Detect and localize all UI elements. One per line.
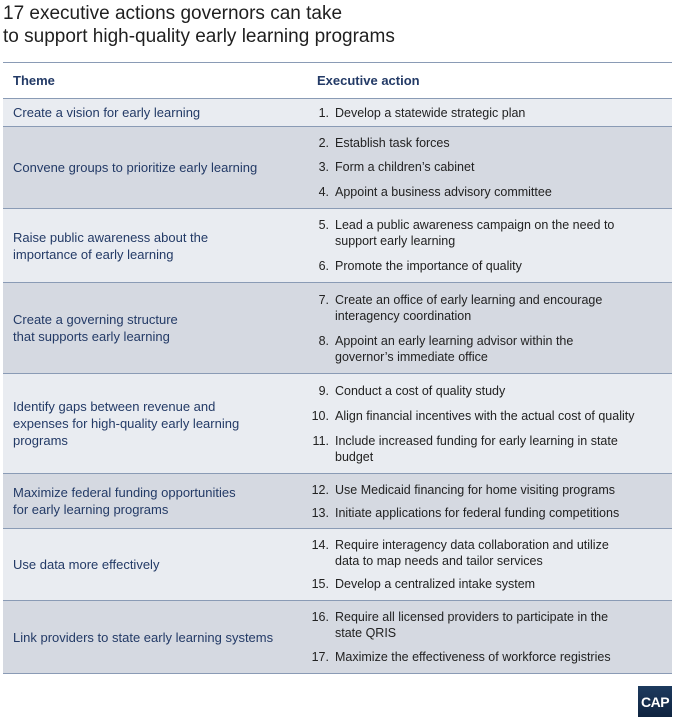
action-item (305, 537, 672, 569)
action-text: Appoint a business advisory committee (335, 184, 552, 199)
action-item (305, 383, 672, 399)
action-item (305, 105, 672, 121)
table-row (3, 99, 672, 127)
action-number: 13. (311, 505, 329, 520)
action-number: 7. (318, 292, 329, 307)
theme-text: Maximize federal funding opportunities for early learning programs (13, 485, 236, 517)
action-cell (305, 283, 672, 373)
action-number: 10. (311, 408, 329, 423)
theme-text: Create a vision for early learning (13, 105, 201, 120)
action-cell (305, 374, 672, 473)
action-cell (305, 601, 672, 673)
action-number: 2. (318, 136, 329, 151)
theme-cell (3, 283, 305, 373)
action-text: Appoint an early learning advisor within the governor’s immediate office (335, 333, 574, 364)
action-cell (305, 209, 672, 282)
action-text: Include increased funding for early learning in state budget (335, 433, 618, 464)
theme-cell (3, 99, 305, 126)
action-item (305, 408, 672, 424)
action-text: Develop a centralized intake system (335, 577, 536, 592)
header-action: Executive action (317, 73, 420, 88)
table-row (3, 601, 672, 674)
action-text: Establish task forces (335, 136, 450, 151)
action-item (305, 292, 672, 324)
action-text: Require all licensed providers to participate in the state QRIS (335, 610, 609, 640)
actions-table (3, 62, 672, 674)
action-text: Use Medicaid financing for home visiting programs (335, 482, 615, 497)
theme-text: Use data more effectively (13, 557, 160, 572)
action-item (305, 482, 672, 498)
table-row (3, 374, 672, 474)
title-line: to support high-quality early learning programs (3, 26, 395, 47)
action-item (305, 258, 672, 274)
action-text: Lead a public awareness campaign on the need to support early learning (335, 218, 615, 249)
table-row (3, 283, 672, 374)
table-row (3, 127, 672, 209)
theme-cell (3, 127, 305, 208)
cap-logo: CAP (638, 686, 672, 717)
action-number: 4. (318, 184, 329, 199)
table-row (3, 209, 672, 283)
action-item (305, 433, 672, 465)
action-number: 14. (311, 537, 329, 552)
action-item (305, 576, 672, 592)
action-cell (305, 474, 672, 528)
action-item (305, 333, 672, 365)
action-number: 12. (311, 482, 329, 497)
action-number: 9. (318, 383, 329, 398)
action-item (305, 159, 672, 175)
theme-cell (3, 601, 305, 673)
action-item (305, 609, 672, 641)
action-number: 6. (318, 258, 329, 273)
table-header (3, 63, 672, 99)
action-number: 17. (311, 650, 329, 664)
theme-text: Convene groups to prioritize early learning (13, 160, 258, 175)
theme-text: Link providers to state early learning systems (13, 629, 274, 645)
action-number: 3. (318, 160, 329, 175)
theme-text: Raise public awareness about the importance of early learning (13, 229, 209, 262)
action-text: Promote the importance of quality (335, 258, 522, 273)
page-title (3, 2, 395, 48)
action-item (305, 505, 672, 521)
action-text: Align financial incentives with the actual cost of quality (335, 408, 635, 423)
theme-text: Create a governing structure that supports early learning (13, 312, 178, 344)
action-text: Develop a statewide strategic plan (335, 105, 526, 120)
action-number: 11. (312, 433, 329, 448)
action-text: Maximize the effectiveness of workforce registries (335, 650, 611, 664)
action-item (305, 184, 672, 200)
action-cell (305, 529, 672, 600)
action-text: Require interagency data collaboration and utilize data to map needs and tailor services (335, 537, 609, 568)
theme-cell (3, 374, 305, 473)
action-number: 15. (311, 577, 329, 592)
action-text: Form a children’s cabinet (335, 160, 475, 175)
theme-cell (3, 474, 305, 528)
title-line: 17 executive actions governors can take (3, 3, 343, 24)
table-row (3, 474, 672, 529)
action-item (305, 217, 672, 249)
action-number: 5. (318, 218, 329, 233)
action-cell (305, 99, 672, 126)
theme-cell (3, 209, 305, 282)
action-item (305, 649, 672, 665)
action-cell (305, 127, 672, 208)
theme-cell (3, 529, 305, 600)
action-item (305, 135, 672, 151)
action-text: Create an office of early learning and encourage interagency coordination (335, 292, 603, 323)
action-text: Initiate applications for federal funding competitions (335, 505, 620, 520)
action-number: 8. (318, 333, 329, 348)
action-number: 1. (318, 105, 329, 120)
header-theme: Theme (13, 73, 55, 88)
theme-text: Identify gaps between revenue and expenses for high-quality early learning programs (13, 399, 240, 448)
table-row (3, 529, 672, 601)
action-number: 16. (311, 610, 329, 624)
action-text: Conduct a cost of quality study (335, 383, 506, 398)
